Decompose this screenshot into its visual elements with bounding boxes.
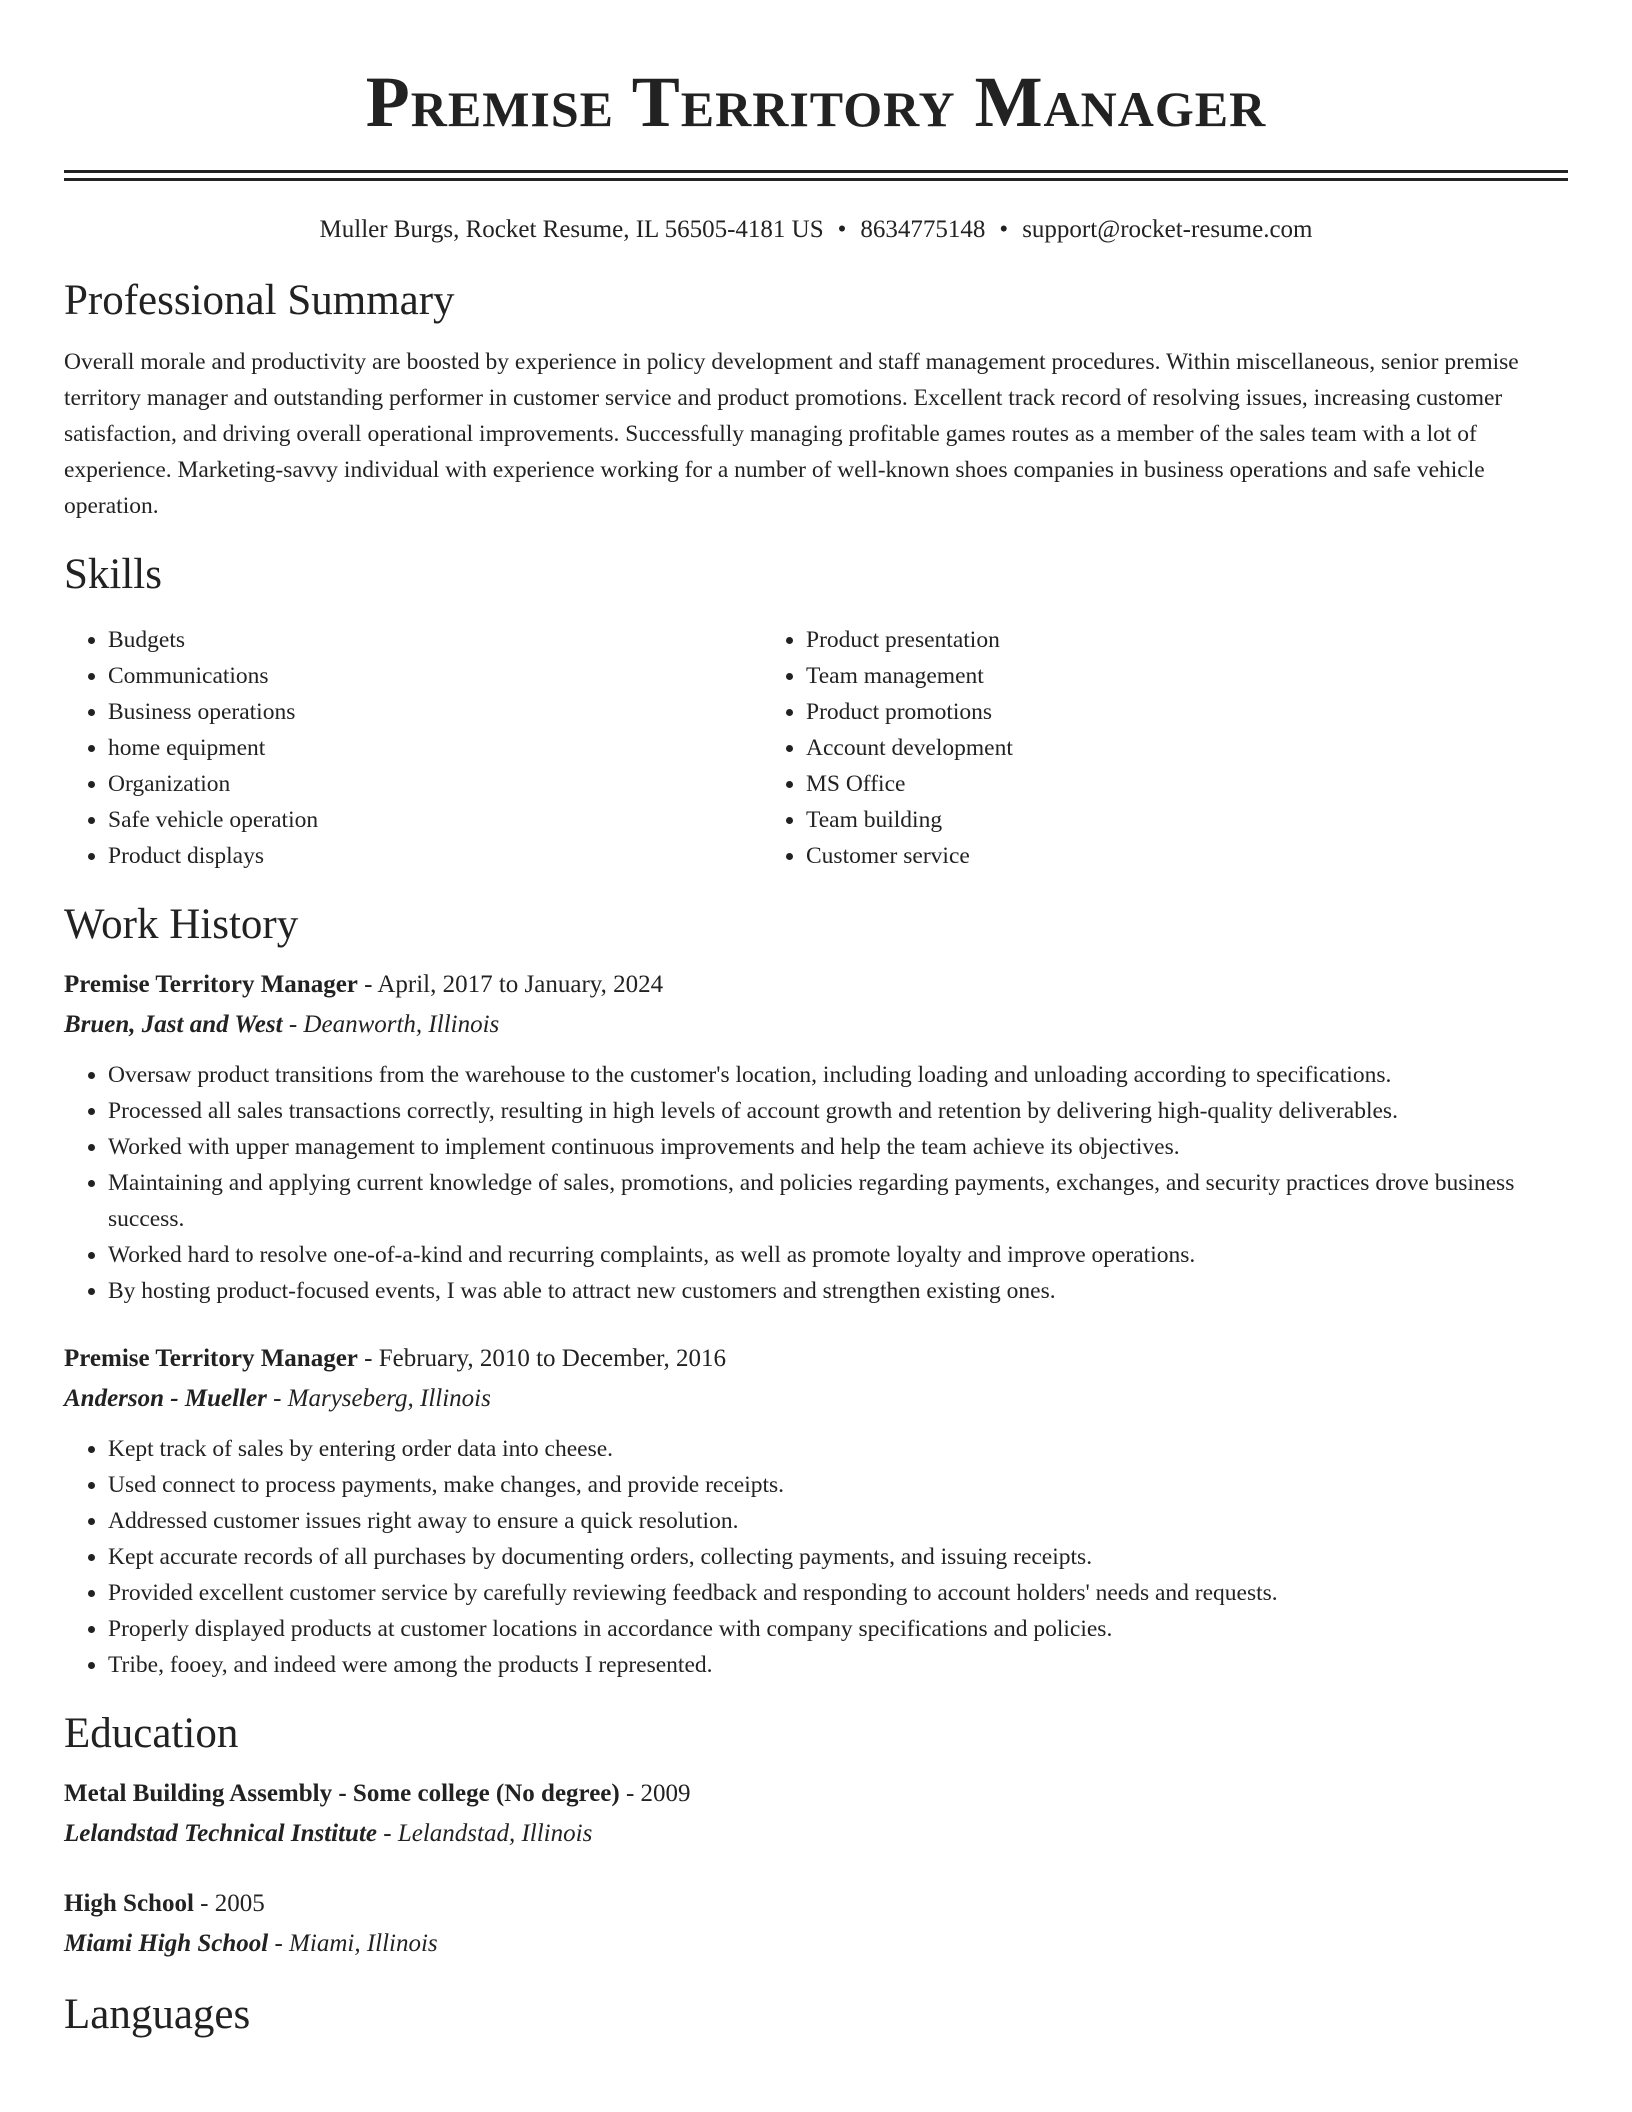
- skill-item: • Team building: [806, 802, 1568, 838]
- skill-item: • Organization: [108, 766, 762, 802]
- job-heading: [64, 965, 1568, 1005]
- job-duty-item: • Kept track of sales by entering order data into cheese.: [108, 1431, 1568, 1467]
- resume-title: Premise Territory Manager: [365, 62, 1267, 142]
- education-heading: [64, 1884, 1568, 1924]
- job-duty-item: • Provided excellent customer service by carefully reviewing feedback and responding to account holders' needs and requests.: [108, 1575, 1568, 1611]
- education-school: Lelandstad Technical Institute: [64, 1820, 378, 1847]
- job-duty-item: • Processed all sales transactions correctly, resulting in high levels of account growth and retention by delivering high-quality deliverables.: [108, 1093, 1568, 1129]
- skill-item: • Safe vehicle operation: [108, 802, 762, 838]
- skill-item: • Product promotions: [806, 694, 1568, 730]
- job-duty-item: • Oversaw product transitions from the warehouse to the customer's location, including loading and unloading according to specifications.: [108, 1057, 1568, 1093]
- job-title: Premise Territory Manager: [64, 971, 358, 998]
- job-entry: [64, 1339, 1568, 1683]
- contact-email: support@rocket-resume.com: [1022, 216, 1313, 243]
- skill-item: • Business operations: [108, 694, 762, 730]
- skill-item: • Product displays: [108, 838, 762, 874]
- education-location: - Lelandstad, Illinois: [377, 1820, 593, 1847]
- job-duties: [64, 1431, 1568, 1683]
- contact-separator: •: [837, 216, 847, 243]
- education-entry: [64, 1884, 1568, 1964]
- section-heading-education: Education: [64, 1710, 239, 1757]
- job-duty-item: • By hosting product-focused events, I was able to attract new customers and strengthen existing ones.: [108, 1273, 1568, 1309]
- education-heading: [64, 1774, 1568, 1814]
- education-institution: [64, 1924, 1568, 1964]
- education-degree: High School: [64, 1890, 194, 1917]
- job-duty-item: • Properly displayed products at customer locations in accordance with company specifications and policies.: [108, 1611, 1568, 1647]
- education-institution: [64, 1814, 1568, 1854]
- skill-item: • Budgets: [108, 622, 762, 658]
- job-duty-item: • Used connect to process payments, make changes, and provide receipts.: [108, 1467, 1568, 1503]
- job-duty-item: • Kept accurate records of all purchases by documenting orders, collecting payments, and issuing receipts.: [108, 1539, 1568, 1575]
- skills-column-right: [762, 622, 1568, 874]
- summary-text: Overall morale and productivity are boosted by experience in policy development and staff management procedures. Within miscellaneous, senior premise territory manager and outstanding performer in customer service and product promotions. Excellent track record of resolving issues, increasing customer satisfaction, and driving overall operational improvements. Successfully managing profitable games routes as a member of the sales team with a lot of experience. Marketing-savvy individual with experience working for a number of well-known shoes companies in business operations and safe vehicle operation.: [64, 349, 1519, 519]
- job-duty-item: • Worked with upper management to implement continuous improvements and help the team achieve its objectives.: [108, 1129, 1568, 1165]
- education-school: Miami High School: [64, 1930, 269, 1957]
- education-year: - 2009: [619, 1780, 691, 1807]
- title-divider-bottom: [64, 178, 1568, 181]
- job-company: Bruen, Jast and West: [64, 1011, 283, 1038]
- job-duty-item: • Maintaining and applying current knowledge of sales, promotions, and policies regarding payments, exchanges, and security practices drove business success.: [108, 1165, 1568, 1237]
- contact-phone: 8634775148: [860, 216, 986, 243]
- job-dates: - April, 2017 to January, 2024: [357, 971, 664, 998]
- skill-item: • home equipment: [108, 730, 762, 766]
- skills-column-left: [64, 622, 762, 874]
- contact-line: [64, 215, 1568, 245]
- skill-item: • Communications: [108, 658, 762, 694]
- job-entry: [64, 965, 1568, 1309]
- education-entry: [64, 1774, 1568, 1854]
- skill-item: • Team management: [806, 658, 1568, 694]
- section-heading-skills: Skills: [64, 551, 162, 598]
- job-company: Anderson - Mueller: [64, 1385, 267, 1412]
- job-duty-item: • Worked hard to resolve one-of-a-kind and recurring complaints, as well as promote loyalty and improve operations.: [108, 1237, 1568, 1273]
- skill-item: • MS Office: [806, 766, 1568, 802]
- job-employer: [64, 1005, 1568, 1045]
- job-duty-item: • Addressed customer issues right away to ensure a quick resolution.: [108, 1503, 1568, 1539]
- contact-address: Muller Burgs, Rocket Resume, IL 56505-4181 US: [319, 216, 824, 243]
- job-title: Premise Territory Manager: [64, 1345, 358, 1372]
- job-dates: - February, 2010 to December, 2016: [357, 1345, 726, 1372]
- job-location: - Maryseberg, Illinois: [266, 1385, 491, 1412]
- education-degree: Metal Building Assembly - Some college (No degree): [64, 1780, 620, 1807]
- job-location: - Deanworth, Illinois: [282, 1011, 500, 1038]
- skill-item: • Product presentation: [806, 622, 1568, 658]
- contact-separator: •: [999, 216, 1009, 243]
- section-heading-languages: Languages: [64, 1991, 251, 2038]
- skills-list: [64, 622, 1568, 874]
- education-location: - Miami, Illinois: [268, 1930, 438, 1957]
- job-duties: [64, 1057, 1568, 1309]
- section-heading-work-history: Work History: [64, 901, 299, 948]
- job-employer: [64, 1379, 1568, 1419]
- education-year: - 2005: [193, 1890, 265, 1917]
- job-duty-item: • Tribe, fooey, and indeed were among the products I represented.: [108, 1647, 1568, 1683]
- skill-item: • Account development: [806, 730, 1568, 766]
- skill-item: • Customer service: [806, 838, 1568, 874]
- job-heading: [64, 1339, 1568, 1379]
- section-heading-summary: Professional Summary: [64, 277, 455, 324]
- title-divider-top: [64, 170, 1568, 173]
